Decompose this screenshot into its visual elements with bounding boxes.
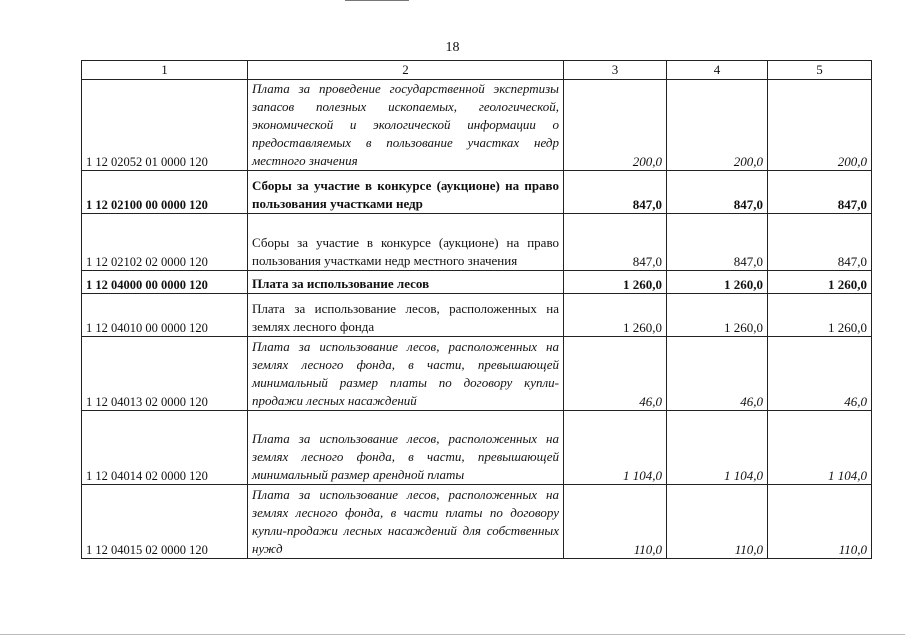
amount-col3: 847,0: [564, 214, 667, 271]
column-header: 1: [82, 61, 248, 80]
amount-col4: 847,0: [667, 214, 768, 271]
amount-col4: 1 260,0: [667, 271, 768, 294]
table-row: [82, 485, 872, 559]
column-header: 4: [667, 61, 768, 80]
amount-col5: 1 104,0: [768, 411, 872, 485]
budget-code: 1 12 02102 02 0000 120: [82, 214, 248, 271]
amount-col4: 46,0: [667, 337, 768, 411]
table-row: [82, 80, 872, 171]
amount-col5: 847,0: [768, 171, 872, 214]
budget-code: 1 12 04015 02 0000 120: [82, 485, 248, 559]
column-header: 5: [768, 61, 872, 80]
amount-col5: 1 260,0: [768, 294, 872, 337]
item-name: Плата за использование лесов: [248, 271, 564, 294]
item-name: Плата за использование лесов, расположенных на землях лесного фонда, в части, превышающей минимальный размер арендной платы: [248, 411, 564, 485]
table-row: [82, 271, 872, 294]
amount-col3: 1 260,0: [564, 271, 667, 294]
amount-col4: 110,0: [667, 485, 768, 559]
table-row: [82, 337, 872, 411]
amount-col3: 1 104,0: [564, 411, 667, 485]
table-row: [82, 411, 872, 485]
amount-col4: 1 104,0: [667, 411, 768, 485]
budget-code: 1 12 02052 01 0000 120: [82, 80, 248, 171]
column-header: 3: [564, 61, 667, 80]
item-name: Плата за использование лесов, расположенных на землях лесного фонда: [248, 294, 564, 337]
budget-code: 1 12 04013 02 0000 120: [82, 337, 248, 411]
item-name: Плата за использование лесов, расположенных на землях лесного фонда, в части, превышающей минимальный размер платы по договору купли-продажи лесных насаждений: [248, 337, 564, 411]
table-row: [82, 171, 872, 214]
table-row: [82, 214, 872, 271]
scan-artifact-bottom: [0, 634, 905, 635]
amount-col4: 200,0: [667, 80, 768, 171]
item-name: Плата за проведение государственной экспертизы запасов полезных ископаемых, геологической, экономической и экологической информации о предоставляемых в пользование участках недр местного значения: [248, 80, 564, 171]
amount-col4: 1 260,0: [667, 294, 768, 337]
amount-col5: 1 260,0: [768, 271, 872, 294]
scan-artifact-top: [345, 0, 409, 1]
budget-code: 1 12 02100 00 0000 120: [82, 171, 248, 214]
amount-col3: 110,0: [564, 485, 667, 559]
amount-col3: 46,0: [564, 337, 667, 411]
budget-code: 1 12 04014 02 0000 120: [82, 411, 248, 485]
page-number: 18: [445, 40, 460, 55]
item-name: Сборы за участие в конкурсе (аукционе) на право пользования участками недр местного значения: [248, 214, 564, 271]
amount-col5: 46,0: [768, 337, 872, 411]
header-row: [82, 61, 872, 80]
amount-col5: 110,0: [768, 485, 872, 559]
item-name: Сборы за участие в конкурсе (аукционе) на право пользования участками недр: [248, 171, 564, 214]
amount-col3: 1 260,0: [564, 294, 667, 337]
budget-code: 1 12 04000 00 0000 120: [82, 271, 248, 294]
amount-col3: 200,0: [564, 80, 667, 171]
amount-col5: 847,0: [768, 214, 872, 271]
amount-col3: 847,0: [564, 171, 667, 214]
amount-col4: 847,0: [667, 171, 768, 214]
column-header: 2: [248, 61, 564, 80]
amount-col5: 200,0: [768, 80, 872, 171]
budget-table: [81, 60, 872, 559]
item-name: Плата за использование лесов, расположенных на землях лесного фонда, в части платы по договору купли-продажи лесных насаждений для собственных нужд: [248, 485, 564, 559]
table-row: [82, 294, 872, 337]
budget-code: 1 12 04010 00 0000 120: [82, 294, 248, 337]
